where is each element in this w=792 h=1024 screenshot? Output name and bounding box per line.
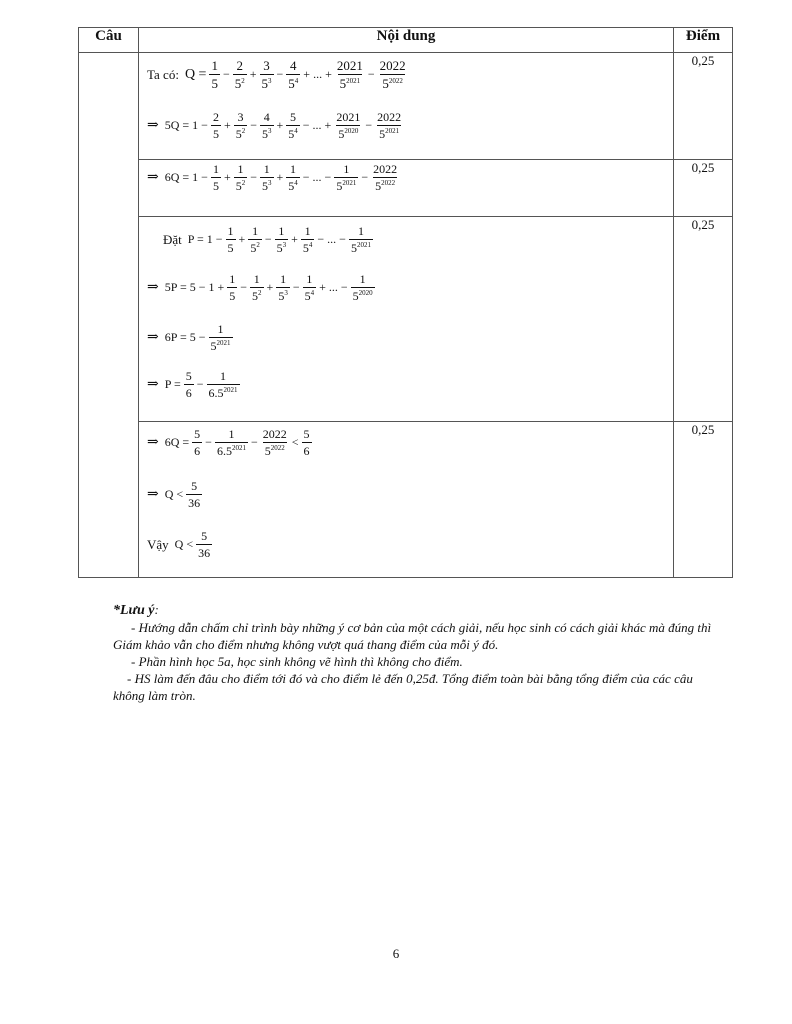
table-header-row	[79, 28, 733, 53]
header-cau: Câu	[79, 28, 139, 53]
page-number: 6	[392, 946, 400, 961]
math-line: ⇒ P = $\frac{5}{6}$ − $\frac{1}{6.5^{2021}}$	[147, 369, 238, 400]
label-dat: Đặt	[163, 231, 182, 247]
math-line: ⇒ 6P = 5 − $\frac{1}{5^{2021}}$	[147, 322, 231, 353]
content-cell	[139, 422, 674, 578]
grading-table	[78, 27, 733, 578]
math-line: ⇒ 6Q = $\frac{5}{6}$ − $\frac{1}{6.5^{2021}}$ − $\frac{2022}{5^{2022}}$ < $\frac{5}{6}$	[147, 427, 310, 458]
header-diem: Điểm	[674, 28, 733, 53]
math-line: Đặt P = 1 − $\frac{1}{5}$ + $\frac{1}{5^2}$ − $\frac{1}{5^3}$ + $\frac{1}{5^4}$ − ... − $\frac{1}{5^{2021}}$	[163, 224, 371, 255]
note-line: - HS làm đến đâu cho điểm tới đó và cho điểm lẻ đến 0,25đ. Tổng điểm toàn bài bằng tổng điểm của các câu không làm tròn.	[113, 671, 693, 703]
score-cell: 0,25	[674, 422, 733, 578]
note-section: *Lưu ý: - Hướng dẫn chấm chỉ trình bày những ý cơ bản của một cách giải, nếu học sinh có cách giải khác mà đúng thì Giám khảo vẫn cho điểm nhưng không vượt quá thang điểm của mỗi ý đó. - Phần hình học 5a, học sinh không vẽ hình thì không cho điểm. - HS làm đến đâu cho điểm tới đó và cho điểm lẻ đến 0,25đ. Tổng điểm toàn bài bằng tổng điểm của các câu không làm tròn.	[113, 602, 712, 703]
score-cell: 0,25	[674, 217, 733, 422]
note-line: - Hướng dẫn chấm chỉ trình bày những ý cơ bản của một cách giải, nếu học sinh có cách giải khác mà đúng thì Giám khảo vẫn cho điểm nhưng không vượt quá thang điểm của mỗi ý đó.	[113, 620, 712, 652]
label-ta-co: Ta có:	[147, 66, 179, 82]
math-line: ⇒ Q < $\frac{5}{36}$	[147, 479, 201, 510]
content-cell	[139, 217, 674, 422]
content-cell	[139, 53, 674, 160]
math-line: ⇒ 6Q = 1 − $\frac{1}{5}$ + $\frac{1}{5^2}$ − $\frac{1}{5^3}$ + $\frac{1}{5^4}$ − ... − $\frac{1}{5^{2021}}$ − $\frac{2022}{5^{2022}}$	[147, 162, 398, 193]
math-line: ⇒ 5Q = 1 − $\frac{2}{5}$ + $\frac{3}{5^2}$ − $\frac{4}{5^3}$ + $\frac{5}{5^4}$ − ... + $\frac{2021}{5^{2020}}$ − $\frac{2022}{5^{2021}}$	[147, 110, 402, 141]
question-cell	[79, 53, 139, 578]
score-cell: 0,25	[674, 160, 733, 217]
header-noi-dung: Nội dung	[139, 28, 674, 53]
content-cell	[139, 160, 674, 217]
math-line: Ta có: Q = $\frac{1}{5}$ − $\frac{2}{5^2}$ + $\frac{3}{5^3}$ − $\frac{4}{5^4}$ + ... + $\frac{2021}{5^{2021}}$ − $\frac{2022}{5^{2022}}$	[147, 58, 406, 91]
table-row	[79, 422, 733, 578]
label-vay: Vậy	[147, 536, 169, 552]
score-cell: 0,25	[674, 53, 733, 160]
note-line: - Phần hình học 5a, học sinh không vẽ hình thì không cho điểm.	[131, 654, 463, 669]
math-line: ⇒ 5P = 5 − 1 + $\frac{1}{5}$ − $\frac{1}{5^2}$ + $\frac{1}{5^3}$ − $\frac{1}{5^4}$ + ... − $\frac{1}{5^{2020}}$	[147, 272, 373, 303]
table-row	[79, 160, 733, 217]
math-line: Vậy Q < $\frac{5}{36}$	[147, 529, 211, 560]
table-row	[79, 53, 733, 160]
note-title: *Lưu ý	[113, 603, 155, 618]
table-row	[79, 217, 733, 422]
